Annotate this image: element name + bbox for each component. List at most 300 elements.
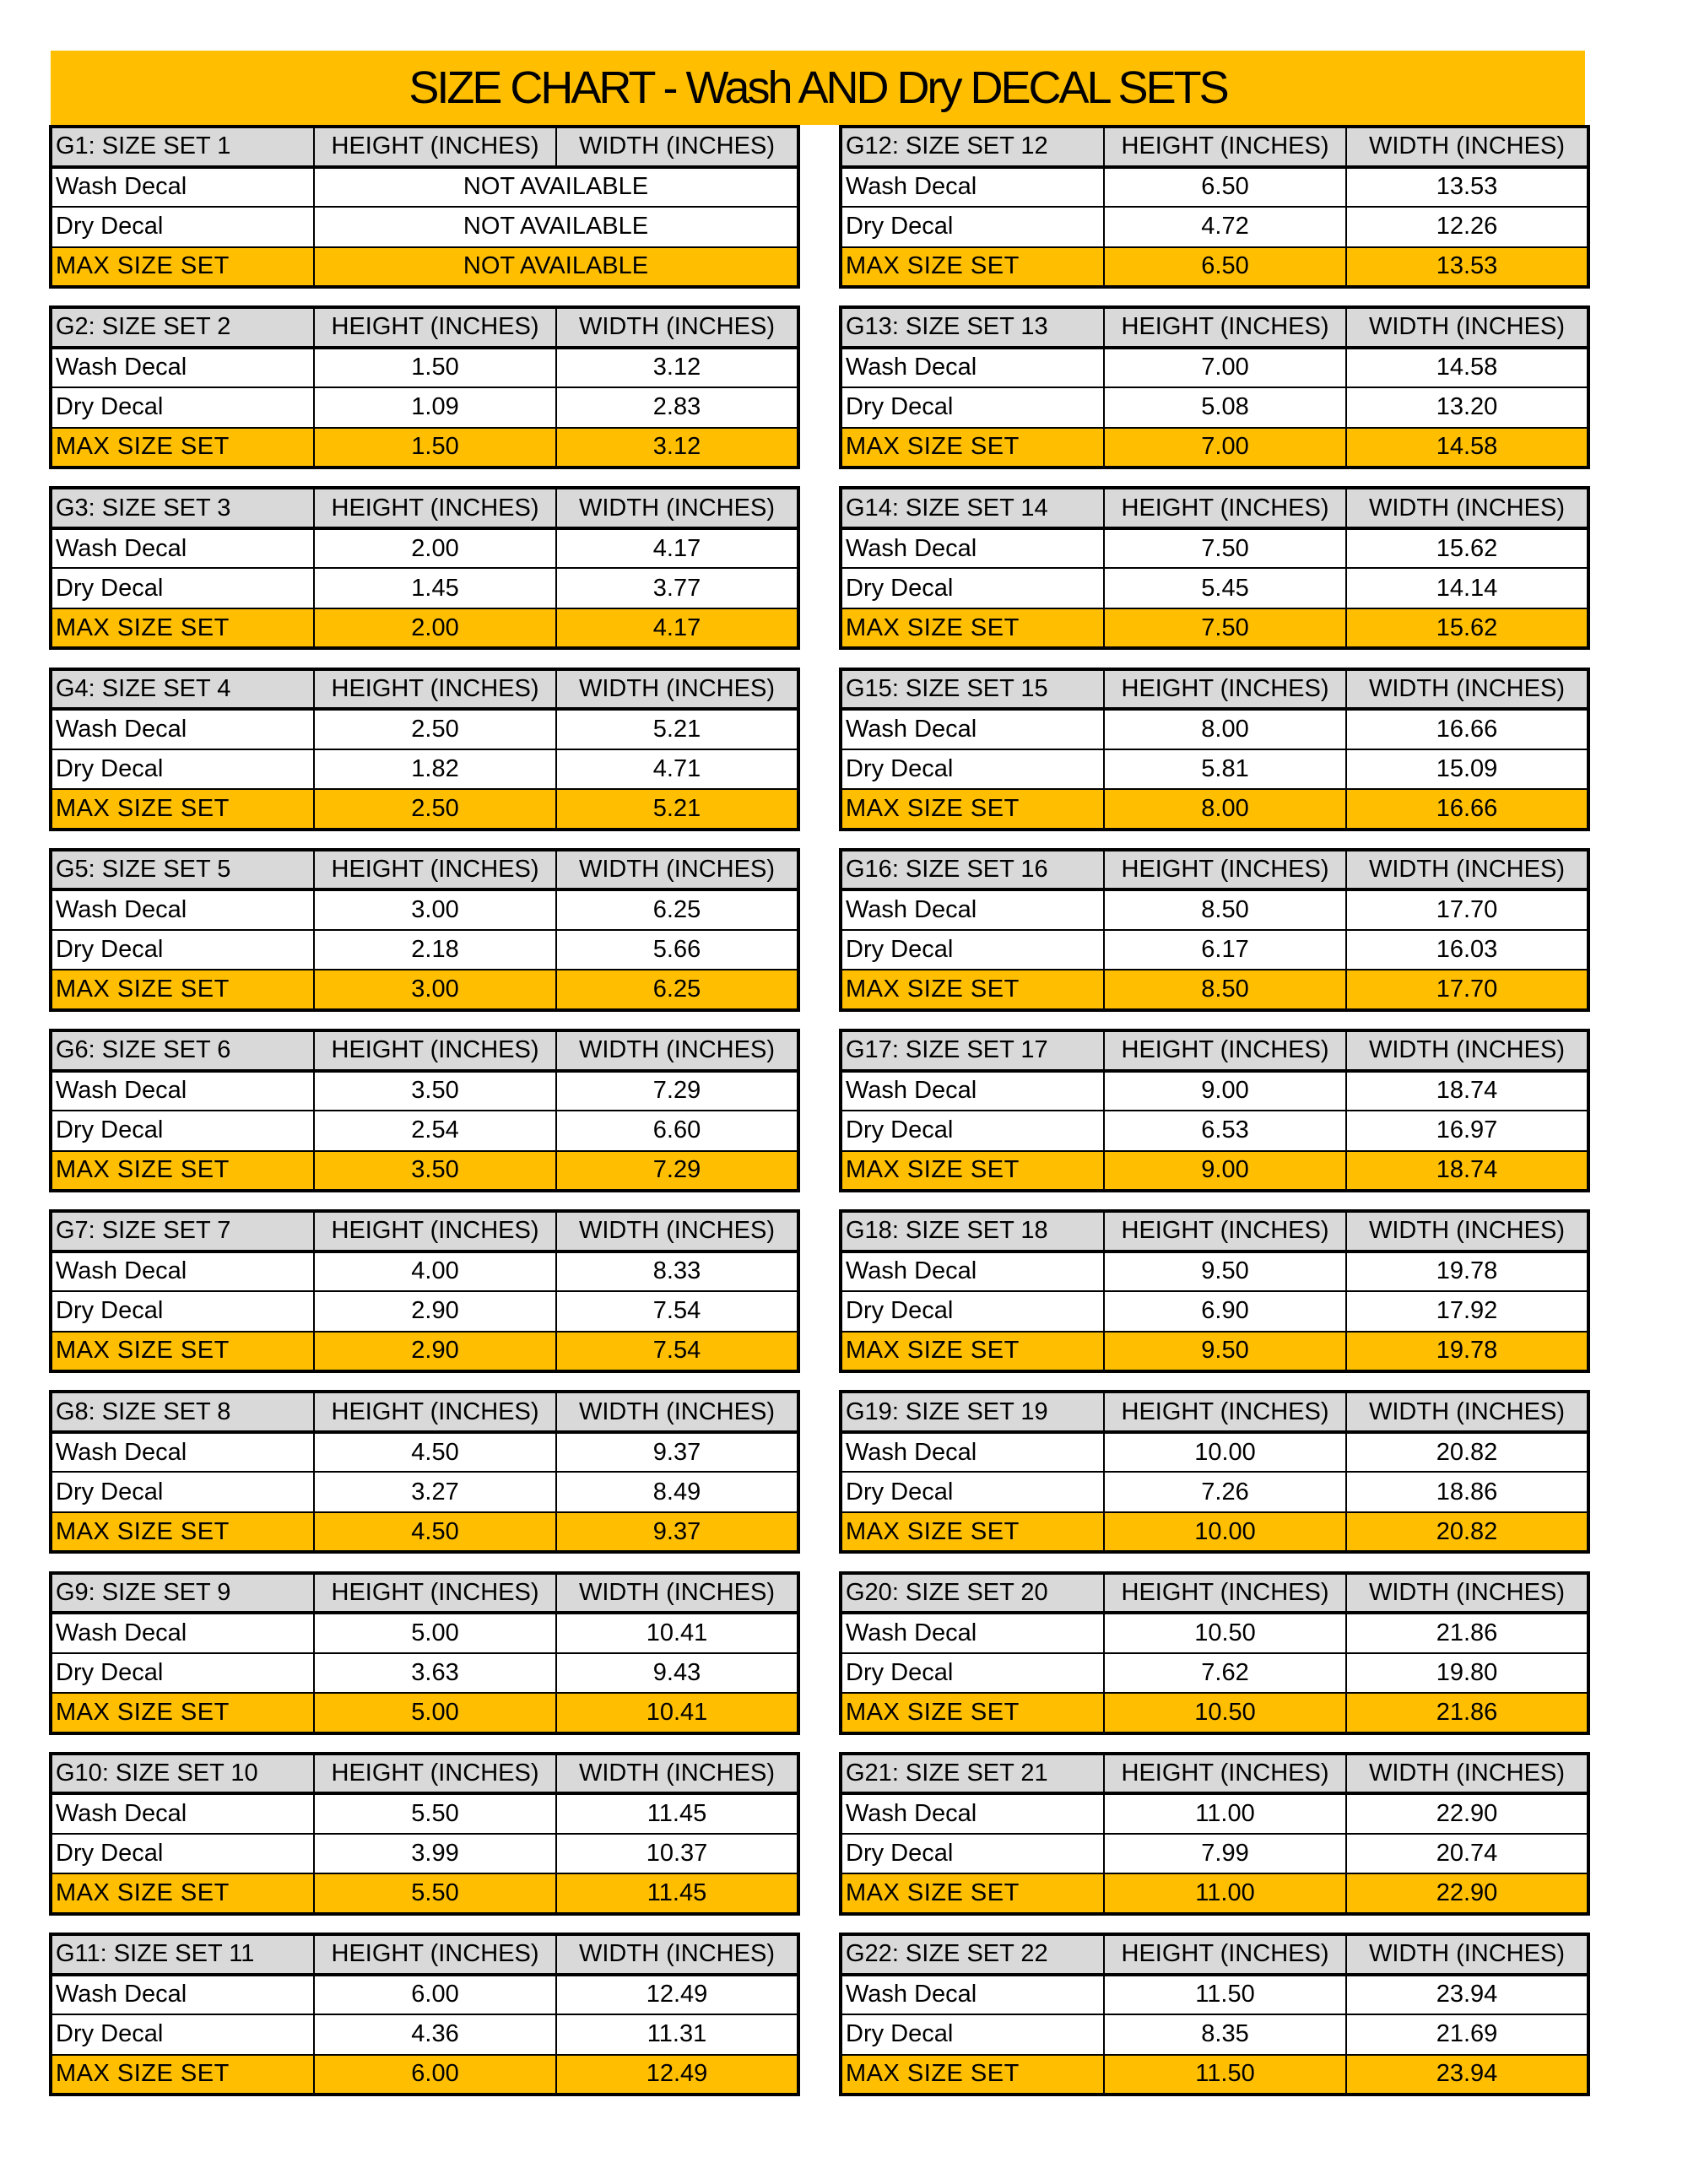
size-set-table [839,1571,1590,1735]
width-value: 9.43 [556,1653,798,1694]
width-value: 23.94 [1346,2055,1588,2095]
width-value: 9.37 [556,1432,798,1473]
width-value: 19.80 [1346,1653,1588,1694]
max-size-row [51,1512,798,1553]
width-value: 10.41 [556,1693,798,1733]
row-label: Wash Decal [51,709,314,749]
wash-decal-row [51,528,798,569]
size-set-name: G17: SIZE SET 17 [841,1030,1104,1071]
dry-decal-row [841,568,1588,608]
wash-decal-row [51,1071,798,1111]
height-value: 3.63 [314,1653,556,1694]
row-label: Wash Decal [841,167,1104,208]
height-header: HEIGHT (INCHES) [1104,1030,1346,1071]
width-header: WIDTH (INCHES) [556,1754,798,1794]
wash-decal-row [841,167,1588,208]
max-size-row [841,970,1588,1010]
width-value: 18.74 [1346,1071,1588,1111]
max-size-row [51,789,798,830]
height-value: 4.50 [314,1432,556,1473]
height-header: HEIGHT (INCHES) [1104,488,1346,528]
dry-decal-row [841,387,1588,428]
height-value: 2.50 [314,789,556,830]
size-set-table [49,486,800,650]
width-value: 6.25 [556,889,798,930]
size-set-name: G12: SIZE SET 12 [841,127,1104,167]
row-label: MAX SIZE SET [51,428,314,468]
width-header: WIDTH (INCHES) [1346,307,1588,348]
width-header: WIDTH (INCHES) [556,488,798,528]
row-label: Dry Decal [841,1834,1104,1874]
dry-decal-row [841,1472,1588,1512]
row-label: Wash Decal [51,889,314,930]
size-set-table [49,1209,800,1373]
height-value: 10.50 [1104,1613,1346,1653]
row-label: Dry Decal [51,1472,314,1512]
width-header: WIDTH (INCHES) [556,1573,798,1614]
height-value: 6.53 [1104,1111,1346,1151]
width-value: 13.53 [1346,247,1588,288]
height-value: 5.50 [314,1793,556,1834]
row-label: Dry Decal [841,568,1104,608]
wash-decal-row [51,889,798,930]
height-value: 11.50 [1104,2055,1346,2095]
row-label: MAX SIZE SET [841,1151,1104,1192]
width-value: 4.17 [556,528,798,569]
height-value: 3.50 [314,1151,556,1192]
table-header-row [841,1030,1588,1071]
size-set-table [839,1029,1590,1192]
row-label: Wash Decal [51,1793,314,1834]
row-label: Wash Decal [841,709,1104,749]
max-size-row [51,1873,798,1914]
row-label: Wash Decal [51,528,314,569]
table-header-row [841,307,1588,348]
row-label: Wash Decal [841,1071,1104,1111]
dry-decal-row [841,1291,1588,1332]
row-label: MAX SIZE SET [51,789,314,830]
width-value: 5.66 [556,930,798,970]
height-value: 7.99 [1104,1834,1346,1874]
size-set-table [839,668,1590,831]
width-value: 11.31 [556,2014,798,2055]
table-header-row [841,669,1588,710]
width-value: 9.37 [556,1512,798,1553]
row-label: Dry Decal [841,749,1104,790]
size-set-name: G11: SIZE SET 11 [51,1934,314,1975]
row-label: MAX SIZE SET [841,428,1104,468]
size-set-table [49,848,800,1012]
row-label: MAX SIZE SET [51,1873,314,1914]
wash-decal-row [841,528,1588,569]
row-label: MAX SIZE SET [51,1512,314,1553]
width-value: 2.83 [556,387,798,428]
height-value: 3.99 [314,1834,556,1874]
width-value: 15.62 [1346,528,1588,569]
width-header: WIDTH (INCHES) [1346,669,1588,710]
max-size-row [51,970,798,1010]
table-header-row [841,1934,1588,1975]
row-label: Wash Decal [841,528,1104,569]
dry-decal-row [51,2014,798,2055]
table-header-row [51,127,798,167]
width-value: 6.25 [556,970,798,1010]
wash-decal-row [841,1975,1588,2015]
row-label: Wash Decal [51,1251,314,1292]
row-label: Wash Decal [51,348,314,388]
row-label: Dry Decal [51,749,314,790]
max-size-row [51,608,798,649]
height-header: HEIGHT (INCHES) [314,1211,556,1251]
height-value: 9.50 [1104,1251,1346,1292]
size-set-name: G2: SIZE SET 2 [51,307,314,348]
height-header: HEIGHT (INCHES) [1104,1573,1346,1614]
width-header: WIDTH (INCHES) [556,1211,798,1251]
height-value: 8.35 [1104,2014,1346,2055]
height-header: HEIGHT (INCHES) [1104,127,1346,167]
width-value: 14.58 [1346,428,1588,468]
width-header: WIDTH (INCHES) [556,669,798,710]
wash-decal-row [841,889,1588,930]
dry-decal-row [51,1653,798,1694]
row-label: Dry Decal [51,387,314,428]
row-label: Dry Decal [51,2014,314,2055]
width-header: WIDTH (INCHES) [1346,1934,1588,1975]
height-value: 6.00 [314,1975,556,2015]
row-label: MAX SIZE SET [841,247,1104,288]
height-value: 7.00 [1104,348,1346,388]
row-label: MAX SIZE SET [51,247,314,288]
size-set-name: G10: SIZE SET 10 [51,1754,314,1794]
height-value: 1.45 [314,568,556,608]
height-value: 8.00 [1104,709,1346,749]
height-value: 2.54 [314,1111,556,1151]
table-header-row [51,307,798,348]
height-value: 6.17 [1104,930,1346,970]
dry-decal-row [51,749,798,790]
size-set-table [49,1390,800,1554]
size-set-name: G3: SIZE SET 3 [51,488,314,528]
size-set-table [839,1752,1590,1916]
width-header: WIDTH (INCHES) [556,850,798,890]
size-set-table [49,305,800,469]
height-value: 2.90 [314,1332,556,1372]
table-header-row [51,669,798,710]
size-set-table [839,848,1590,1012]
size-set-table [839,1209,1590,1373]
width-header: WIDTH (INCHES) [556,127,798,167]
width-header: WIDTH (INCHES) [1346,488,1588,528]
height-value: 5.45 [1104,568,1346,608]
dry-decal-row [841,2014,1588,2055]
width-value: 8.33 [556,1251,798,1292]
height-value: 4.00 [314,1251,556,1292]
size-set-name: G7: SIZE SET 7 [51,1211,314,1251]
row-label: MAX SIZE SET [51,1693,314,1733]
table-header-row [51,488,798,528]
height-value: 3.27 [314,1472,556,1512]
width-header: WIDTH (INCHES) [1346,1754,1588,1794]
width-header: WIDTH (INCHES) [556,1030,798,1071]
height-value: 8.00 [1104,789,1346,830]
row-label: Dry Decal [51,1653,314,1694]
height-value: 5.50 [314,1873,556,1914]
height-value: 1.50 [314,348,556,388]
size-set-name: G16: SIZE SET 16 [841,850,1104,890]
dry-decal-row [51,1111,798,1151]
row-label: Dry Decal [51,1291,314,1332]
row-label: Dry Decal [51,930,314,970]
max-size-row [51,1332,798,1372]
height-value: 5.08 [1104,387,1346,428]
dry-decal-row [51,930,798,970]
size-set-name: G20: SIZE SET 20 [841,1573,1104,1614]
size-set-table [839,125,1590,289]
row-label: Wash Decal [841,1432,1104,1473]
height-value: 6.90 [1104,1291,1346,1332]
height-header: HEIGHT (INCHES) [314,850,556,890]
table-header-row [841,850,1588,890]
not-available-value: NOT AVAILABLE [314,247,798,288]
width-value: 15.62 [1346,608,1588,649]
height-value: 10.50 [1104,1693,1346,1733]
wash-decal-row [51,1975,798,2015]
row-label: MAX SIZE SET [841,1873,1104,1914]
width-header: WIDTH (INCHES) [1346,1392,1588,1432]
table-header-row [841,1392,1588,1432]
row-label: Dry Decal [841,387,1104,428]
height-value: 11.00 [1104,1873,1346,1914]
width-value: 13.20 [1346,387,1588,428]
table-header-row [841,488,1588,528]
width-value: 7.29 [556,1151,798,1192]
size-set-table [49,125,800,289]
row-label: Dry Decal [841,207,1104,247]
height-header: HEIGHT (INCHES) [1104,850,1346,890]
row-label: Wash Decal [841,1975,1104,2015]
max-size-row [51,1693,798,1733]
max-size-row [841,2055,1588,2095]
max-size-row [51,2055,798,2095]
table-header-row [841,1211,1588,1251]
width-value: 7.29 [556,1071,798,1111]
wash-decal-row [841,348,1588,388]
size-set-name: G14: SIZE SET 14 [841,488,1104,528]
width-value: 10.37 [556,1834,798,1874]
row-label: MAX SIZE SET [51,608,314,649]
height-value: 2.50 [314,709,556,749]
wash-decal-row [841,1613,1588,1653]
size-set-name: G19: SIZE SET 19 [841,1392,1104,1432]
width-value: 17.92 [1346,1291,1588,1332]
wash-decal-row [841,1071,1588,1111]
width-value: 11.45 [556,1873,798,1914]
row-label: Wash Decal [51,1613,314,1653]
width-value: 20.82 [1346,1512,1588,1553]
width-value: 14.58 [1346,348,1588,388]
max-size-row [841,1873,1588,1914]
width-header: WIDTH (INCHES) [1346,1030,1588,1071]
row-label: Dry Decal [51,1111,314,1151]
row-label: Dry Decal [51,1834,314,1874]
row-label: Dry Decal [841,1291,1104,1332]
title-banner [51,51,1585,125]
height-value: 6.50 [1104,167,1346,208]
dry-decal-row [841,1111,1588,1151]
width-value: 17.70 [1346,970,1588,1010]
width-value: 10.41 [556,1613,798,1653]
width-value: 7.54 [556,1332,798,1372]
height-value: 5.81 [1104,749,1346,790]
size-set-name: G5: SIZE SET 5 [51,850,314,890]
row-label: MAX SIZE SET [51,1151,314,1192]
table-header-row [51,1934,798,1975]
height-header: HEIGHT (INCHES) [314,488,556,528]
row-label: Wash Decal [841,889,1104,930]
width-value: 4.17 [556,608,798,649]
size-set-name: G13: SIZE SET 13 [841,307,1104,348]
width-value: 21.86 [1346,1613,1588,1653]
height-header: HEIGHT (INCHES) [1104,1934,1346,1975]
height-value: 3.00 [314,889,556,930]
height-value: 11.00 [1104,1793,1346,1834]
width-value: 20.74 [1346,1834,1588,1874]
width-value: 12.49 [556,1975,798,2015]
row-label: Wash Decal [51,1975,314,2015]
height-value: 1.50 [314,428,556,468]
size-set-name: G1: SIZE SET 1 [51,127,314,167]
table-header-row [51,1030,798,1071]
height-value: 7.62 [1104,1653,1346,1694]
width-header: WIDTH (INCHES) [556,1934,798,1975]
row-label: Dry Decal [841,2014,1104,2055]
max-size-row [841,428,1588,468]
row-label: MAX SIZE SET [841,608,1104,649]
row-label: MAX SIZE SET [841,970,1104,1010]
height-value: 7.26 [1104,1472,1346,1512]
size-set-name: G21: SIZE SET 21 [841,1754,1104,1794]
height-header: HEIGHT (INCHES) [1104,669,1346,710]
wash-decal-row [841,1251,1588,1292]
row-label: Wash Decal [51,1432,314,1473]
height-header: HEIGHT (INCHES) [1104,1754,1346,1794]
height-value: 2.00 [314,528,556,569]
width-value: 17.70 [1346,889,1588,930]
height-value: 8.50 [1104,970,1346,1010]
height-value: 4.36 [314,2014,556,2055]
width-value: 22.90 [1346,1873,1588,1914]
height-value: 3.00 [314,970,556,1010]
row-label: Dry Decal [841,930,1104,970]
size-set-table [49,668,800,831]
height-value: 2.00 [314,608,556,649]
height-value: 1.82 [314,749,556,790]
row-label: Wash Decal [51,167,314,208]
row-label: MAX SIZE SET [841,1512,1104,1553]
width-value: 16.03 [1346,930,1588,970]
row-label: MAX SIZE SET [51,970,314,1010]
height-header: HEIGHT (INCHES) [314,1754,556,1794]
row-label: MAX SIZE SET [841,789,1104,830]
size-set-table [839,1390,1590,1554]
height-header: HEIGHT (INCHES) [314,669,556,710]
width-header: WIDTH (INCHES) [1346,127,1588,167]
size-set-table [49,1029,800,1192]
height-header: HEIGHT (INCHES) [314,1573,556,1614]
size-set-name: G9: SIZE SET 9 [51,1573,314,1614]
max-size-row [841,1332,1588,1372]
width-value: 16.97 [1346,1111,1588,1151]
height-value: 7.50 [1104,608,1346,649]
row-label: Dry Decal [841,1472,1104,1512]
width-header: WIDTH (INCHES) [1346,850,1588,890]
max-size-row [841,608,1588,649]
width-value: 3.12 [556,348,798,388]
row-label: Wash Decal [841,1251,1104,1292]
width-header: WIDTH (INCHES) [556,1392,798,1432]
height-value: 11.50 [1104,1975,1346,2015]
wash-decal-row [841,709,1588,749]
width-value: 12.49 [556,2055,798,2095]
height-value: 10.00 [1104,1432,1346,1473]
wash-decal-row [841,1793,1588,1834]
table-header-row [51,1392,798,1432]
max-size-row [841,1151,1588,1192]
max-size-row [51,428,798,468]
width-value: 13.53 [1346,167,1588,208]
width-value: 8.49 [556,1472,798,1512]
row-label: Wash Decal [51,1071,314,1111]
width-value: 16.66 [1346,709,1588,749]
dry-decal-row [841,1834,1588,1874]
max-size-row [841,247,1588,288]
width-value: 19.78 [1346,1332,1588,1372]
size-chart-grid [49,125,1587,2089]
wash-decal-row [51,1251,798,1292]
height-value: 1.09 [314,387,556,428]
height-value: 2.18 [314,930,556,970]
size-set-name: G15: SIZE SET 15 [841,669,1104,710]
row-label: MAX SIZE SET [841,1693,1104,1733]
row-label: MAX SIZE SET [841,2055,1104,2095]
wash-decal-row [51,167,798,208]
height-header: HEIGHT (INCHES) [314,1030,556,1071]
table-header-row [51,1754,798,1794]
wash-decal-row [51,1793,798,1834]
height-value: 9.00 [1104,1071,1346,1111]
dry-decal-row [51,1834,798,1874]
wash-decal-row [841,1432,1588,1473]
table-header-row [841,1573,1588,1614]
dry-decal-row [841,207,1588,247]
width-value: 20.82 [1346,1432,1588,1473]
row-label: MAX SIZE SET [51,2055,314,2095]
width-value: 3.12 [556,428,798,468]
table-header-row [51,1573,798,1614]
dry-decal-row [841,749,1588,790]
height-value: 10.00 [1104,1512,1346,1553]
height-value: 6.00 [314,2055,556,2095]
width-value: 16.66 [1346,789,1588,830]
row-label: MAX SIZE SET [51,1332,314,1372]
size-set-name: G4: SIZE SET 4 [51,669,314,710]
row-label: Wash Decal [841,1793,1104,1834]
height-header: HEIGHT (INCHES) [1104,1211,1346,1251]
width-value: 5.21 [556,789,798,830]
row-label: Dry Decal [841,1653,1104,1694]
size-set-name: G8: SIZE SET 8 [51,1392,314,1432]
dry-decal-row [51,387,798,428]
